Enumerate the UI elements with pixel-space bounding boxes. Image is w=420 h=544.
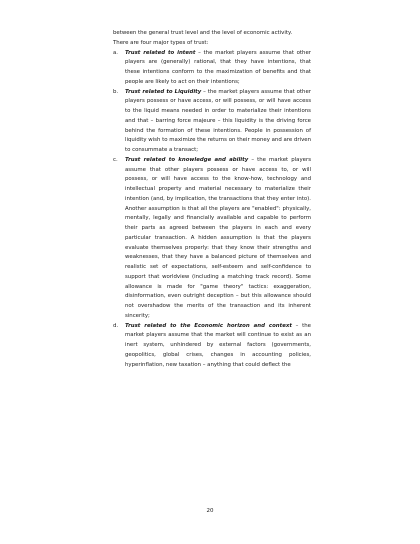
list-marker: a. xyxy=(113,49,119,56)
list-item-trust-economic-horizon xyxy=(113,322,311,371)
list-item-trust-knowledge xyxy=(113,156,311,322)
list-item-trust-liquidity xyxy=(113,88,311,156)
item-title: Trust related to knowledge and ability xyxy=(125,156,249,163)
intro-paragraph xyxy=(113,29,311,49)
item-text: – the market players assume that other players possess or have access to, or will possess, or will have access to the know-how, technology and intellectual property and material necessary to materialize their intention (and, by implication, the transactions that they enter into). Another assumption is that all the players are "enabled": physically, mentally, legally and financially available and capable to perform their parts as agreed between the players in each and every particular transaction. A hidden assumption is that the players evaluate themselves properly: that they know their strengths and weaknesses, that they have a balanced picture of themselves and realistic set of expectations, self-esteem and self-confidence to support that worldview (including a matching track record). Some allowance is made for "game theory" tactics: exaggeration, disinformation, even outright deception – but this allowance should not overshadow the merits of the transaction and its inherent sincerity; xyxy=(125,156,312,319)
list-item-trust-intent xyxy=(113,49,311,88)
intro-line: There are four major types of trust: xyxy=(113,39,209,46)
page-number: 20 xyxy=(206,508,214,514)
list-marker: d. xyxy=(113,322,119,329)
item-text: – the market players assume that other players are (generally) rational, that they have intentions, that these intentions conform to the maximization of benefits and that people are likely to act on their intentions; xyxy=(125,49,311,85)
item-title: Trust related to the Economic horizon and context xyxy=(125,322,292,329)
intro-line: between the general trust level and the level of economic activity. xyxy=(113,30,293,36)
list-marker: b. xyxy=(113,88,119,95)
item-text: – the market players assume that the market will continue to exist as an inert system, unhindered by external factors (governments, geopolitics, global crises, changes in accounting policies, hyperinflation, new taxation – anything that could deflect the xyxy=(125,322,311,368)
trust-types-list xyxy=(113,49,311,371)
list-marker: c. xyxy=(113,156,118,163)
page-body xyxy=(113,29,311,370)
item-title: Trust related to Liquidity xyxy=(125,88,202,95)
item-text: – the market players assume that other players possess or have access, or will possess, or will have access to the liquid means needed in order to materialize their intentions and that – barring force majeure – this liquidity is the driving force behind the formation of these intentions. People in possession of liquidity wish to maximize the returns on their money and are driven to consummate a transact; xyxy=(125,88,311,153)
item-title: Trust related to intent xyxy=(125,49,196,56)
